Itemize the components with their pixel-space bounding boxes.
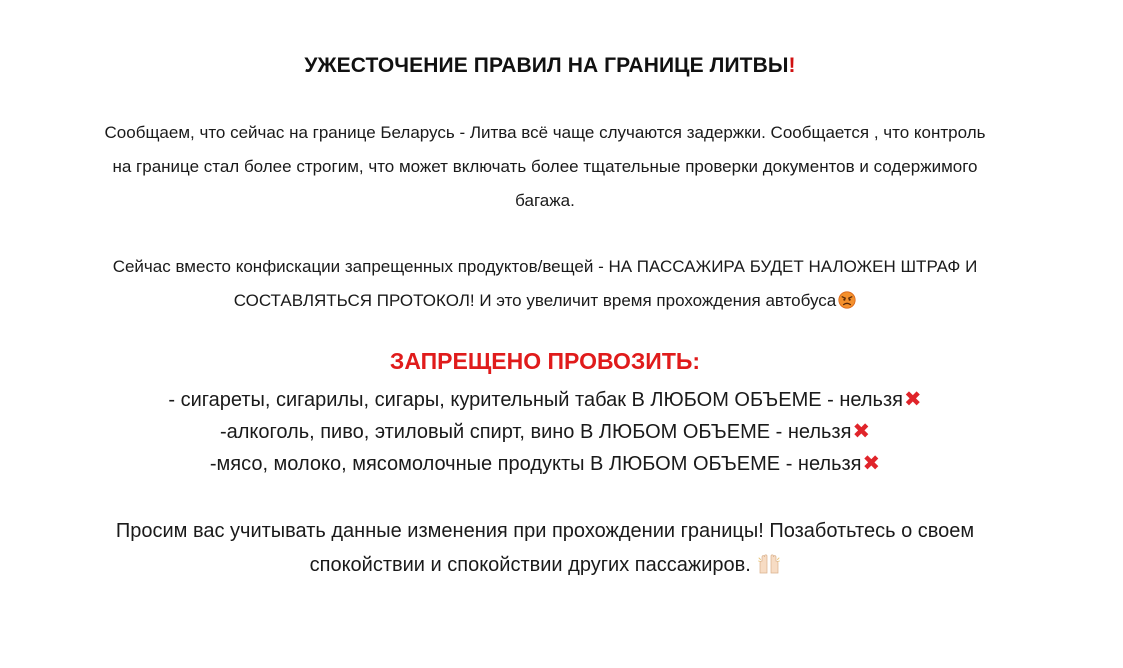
paragraph-line: багажа. bbox=[515, 191, 575, 210]
title-text: УЖЕСТОЧЕНИЕ ПРАВИЛ НА ГРАНИЦЕ ЛИТВЫ bbox=[304, 54, 789, 77]
page-title bbox=[0, 54, 1100, 78]
paragraph-line: на границе стал более строгим, что может включать более тщательные проверки документов и содержимого bbox=[112, 157, 978, 176]
list-item-text: - сигареты, сигарилы, сигары, курительный табак В ЛЮБОМ ОБЪЕМЕ - нельзя bbox=[168, 389, 903, 411]
prohibited-list bbox=[0, 384, 1090, 480]
list-item bbox=[0, 416, 1090, 448]
closing-paragraph bbox=[20, 514, 1070, 585]
list-item bbox=[0, 448, 1090, 480]
paragraph-line bbox=[25, 284, 1065, 321]
paragraph-line: Сообщаем, что сейчас на границе Беларусь - Литва всё чаще случаются задержки. Сообщается , что контроль bbox=[104, 123, 986, 142]
paragraph-line: Сейчас вместо конфискации запрещенных продуктов/вещей - НА ПАССАЖИРА БУДЕТ НАЛОЖЕН ШТРАФ И bbox=[112, 257, 978, 276]
paragraph-line-text: СОСТАВЛЯТЬСЯ ПРОТОКОЛ! И это увеличит время прохождения автобуса bbox=[233, 291, 837, 310]
red-cross-icon: ✖ bbox=[852, 420, 871, 443]
paragraph-line-text: спокойствии и спокойствии других пассажиров. bbox=[309, 554, 751, 576]
angry-face-icon bbox=[838, 287, 856, 321]
delay-notice-paragraph bbox=[25, 116, 1065, 218]
raised-hands-icon bbox=[758, 551, 780, 585]
fine-notice-paragraph bbox=[25, 250, 1065, 321]
prohibited-heading: ЗАПРЕЩЕНО ПРОВОЗИТЬ: bbox=[389, 348, 701, 374]
red-cross-icon: ✖ bbox=[862, 452, 881, 475]
list-item-text: -мясо, молоко, мясомолочные продукты В ЛЮБОМ ОБЪЕМЕ - нельзя bbox=[209, 453, 862, 475]
list-item bbox=[0, 384, 1090, 416]
paragraph-line: Просим вас учитывать данные изменения при прохождении границы! Позаботьтесь о своем bbox=[115, 520, 975, 542]
exclamation-icon: ! bbox=[788, 54, 796, 77]
list-item-text: -алкоголь, пиво, этиловый спирт, вино В ЛЮБОМ ОБЪЕМЕ - нельзя bbox=[219, 421, 852, 443]
paragraph-line bbox=[20, 548, 1070, 585]
red-cross-icon: ✖ bbox=[903, 388, 922, 411]
